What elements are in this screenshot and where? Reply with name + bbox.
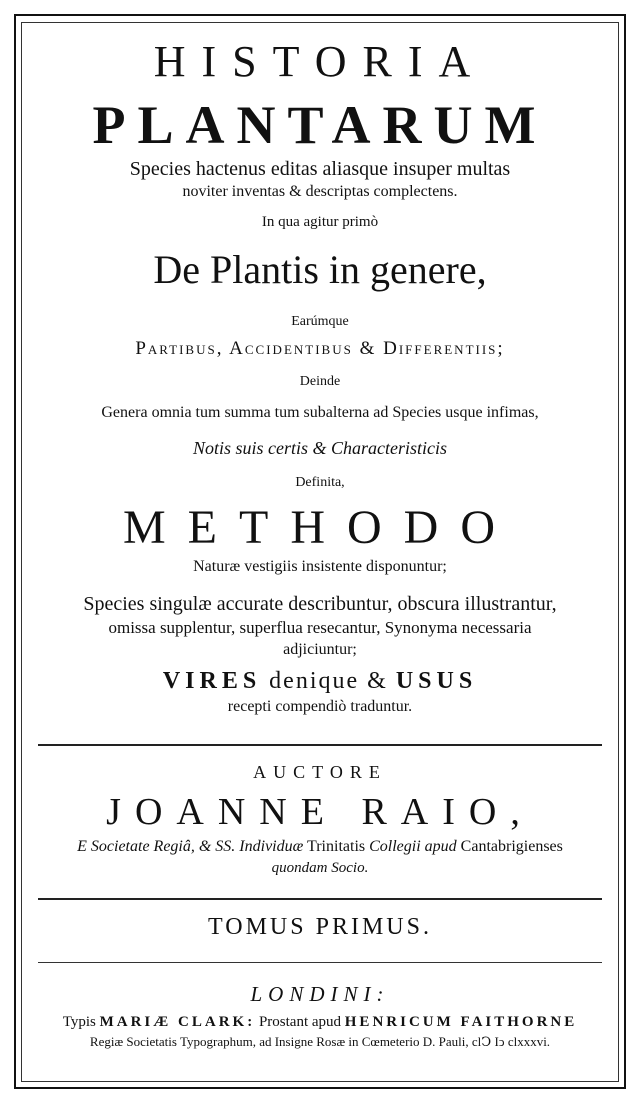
affil-part-5: Cantabrigienses	[460, 838, 563, 855]
imprint-line-1	[30, 1014, 610, 1031]
imprint-address: Regiæ Societatis Typographum, ad Insigne Rosæ in Cœmeterio D. Pauli,	[89, 1034, 469, 1049]
subtitle-line-2: noviter inventas & descriptas complectens.	[182, 183, 458, 200]
subtitle-line-1: Species hactenus editas aliasque insuper multas	[129, 158, 511, 180]
affil-part-1: E Societate Regiâ,	[77, 838, 195, 855]
volume-label: TOMUS PRIMUS.	[208, 914, 432, 940]
intro-text: In qua agitur primò	[261, 214, 379, 230]
species-line-3: adjiciuntur;	[283, 641, 357, 658]
divider-3	[38, 962, 602, 963]
imprint-date: clↃ Iↄ clxxxvi.	[471, 1034, 551, 1049]
recepti-line: recepti compendiò traduntur.	[227, 698, 413, 715]
auctore-label: AUCTORE	[253, 762, 387, 782]
divider-2	[38, 898, 602, 900]
main-heading: De Plantis in genere,	[153, 247, 487, 292]
author-name: JOANNE RAIO,	[106, 791, 534, 833]
typis-word: Typis	[62, 1014, 96, 1030]
title-line-2: PLANTARUM	[92, 95, 548, 155]
parts-line: Partibus, Accidentibus & Differentiis;	[135, 338, 505, 359]
affil-part-3: Trinitatis	[307, 838, 366, 855]
deinde-text: Deinde	[299, 374, 341, 389]
species-line-2: omissa supplentur, superflua resecantur, Synonyma necessaria	[108, 618, 532, 637]
earumque-text: Earúmque	[291, 314, 349, 329]
printer-name: MARIÆ CLARK:	[99, 1014, 256, 1030]
vires-word: VIRES	[162, 668, 262, 694]
notis-line: Notis suis certis & Characteristicis	[192, 438, 447, 458]
species-line-1: Species singulæ accurate describuntur, obscura illustrantur,	[83, 593, 557, 615]
denique-word: denique &	[269, 668, 388, 694]
prostant-text: Prostant apud	[258, 1014, 342, 1030]
affiliation-line	[30, 838, 610, 856]
usus-word: USUS	[395, 668, 478, 694]
seller-name: HENRICUM FAITHORNE	[344, 1014, 578, 1030]
title-line-1: HISTORIA	[153, 37, 487, 86]
definita-text: Definita,	[295, 475, 345, 490]
quondam-line: quondam Socio.	[271, 860, 369, 876]
divider-1	[38, 744, 602, 746]
naturae-line: Naturæ vestigiis insistente disponuntur;	[193, 558, 447, 575]
affil-part-2: & SS. Individuæ	[198, 838, 304, 855]
genera-line: Genera omnia tum summa tum subalterna ad Species usque infimas,	[101, 404, 539, 421]
affil-part-4: Collegii apud	[369, 838, 457, 855]
imprint-city: LONDINI:	[250, 982, 390, 1006]
methodo-heading: METHODO	[123, 501, 517, 554]
vires-line	[30, 668, 610, 695]
imprint-line-2	[30, 1034, 610, 1050]
